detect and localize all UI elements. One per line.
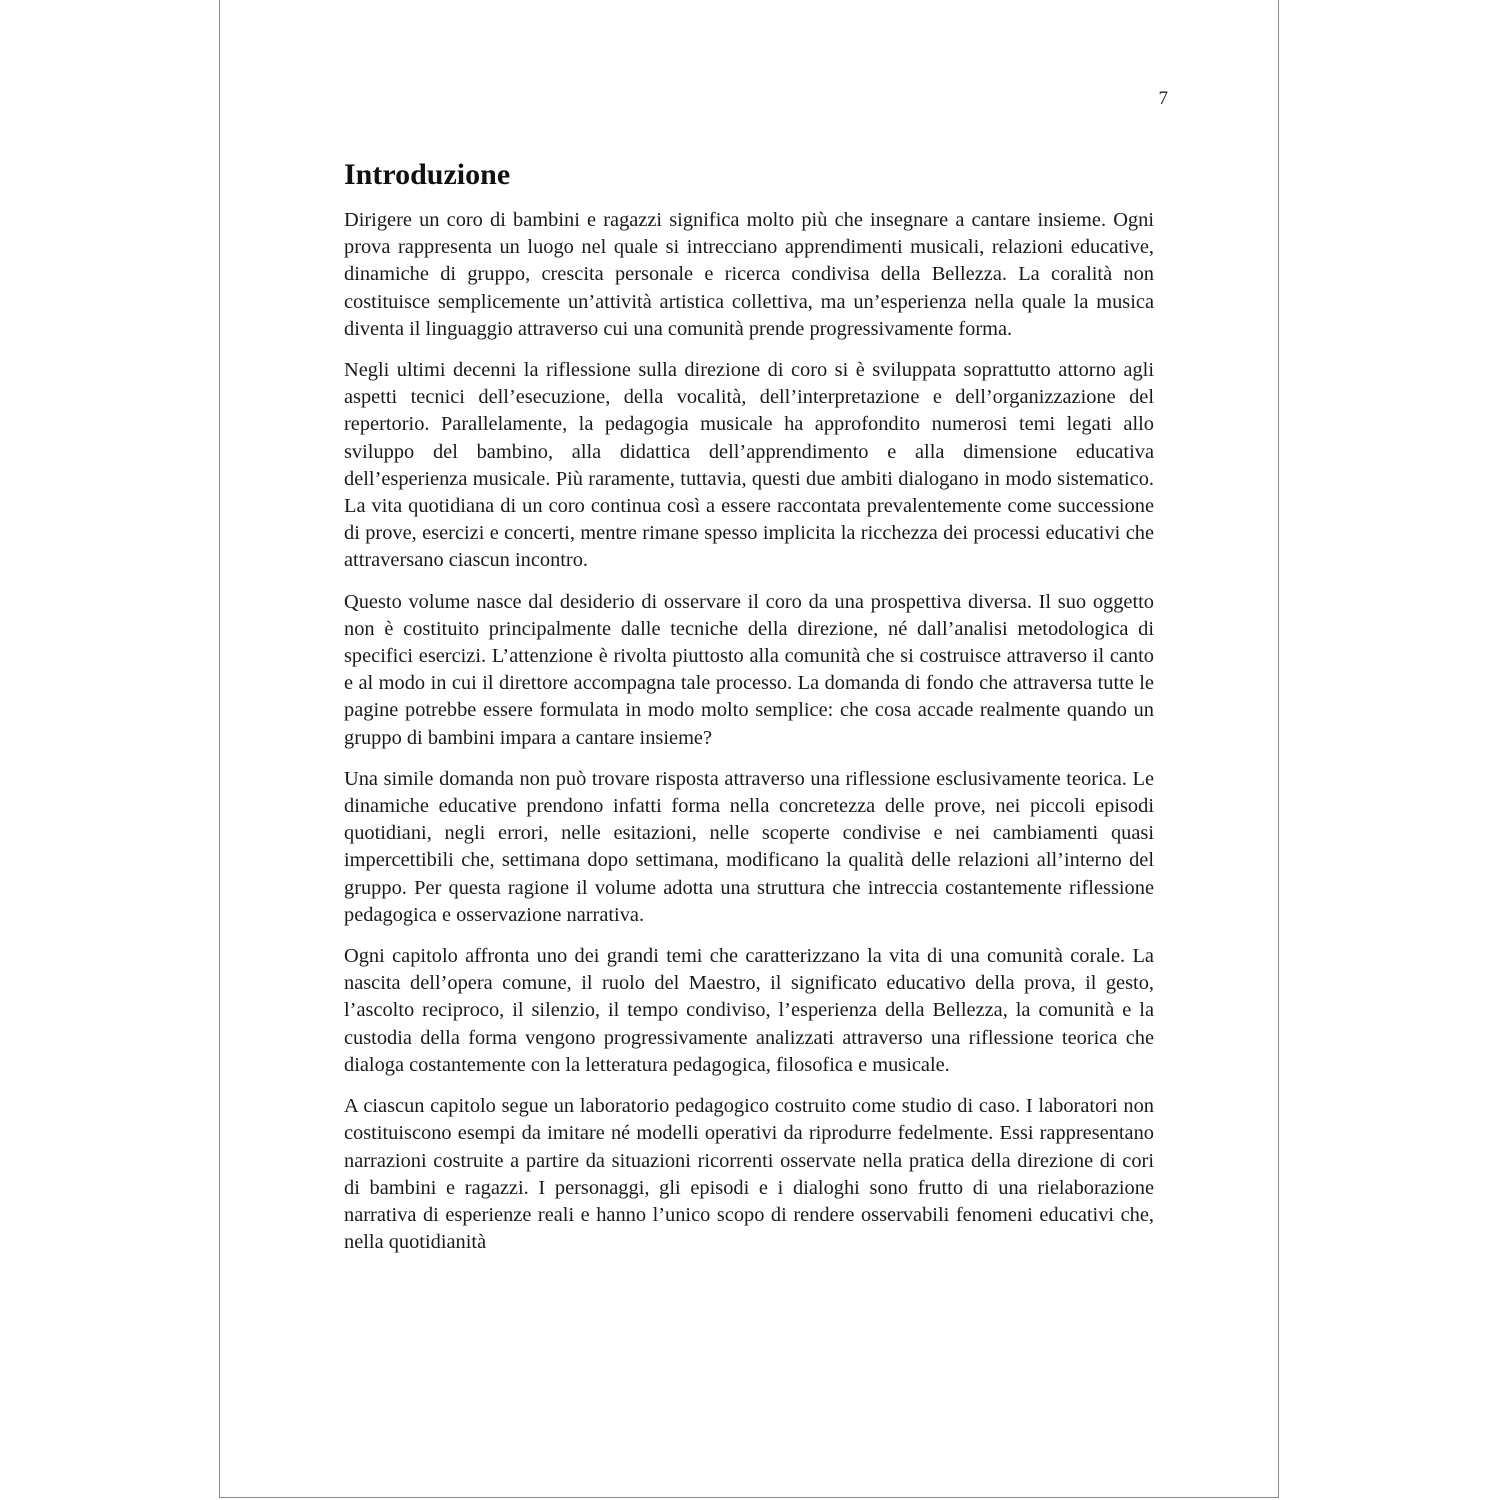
document-page — [219, 0, 1279, 1498]
paragraph-5: Ogni capitolo affronta uno dei grandi temi che caratterizzano la vita di una comunità corale. La nascita dell’opera comune, il ruolo del Maestro, il significato educativo della prova, il gesto, l’ascolto reciproco, il silenzio, il tempo condiviso, l’esperienza della Bellezza, la comunità e la custodia della forma vengono progressivamente analizzati attraverso una riflessione teorica che dialoga costantemente con la letteratura pedagogica, filosofica e musicale. — [344, 945, 1154, 1076]
page-number: 7 — [1158, 88, 1168, 109]
paragraph-6: A ciascun capitolo segue un laboratorio pedagogico costruito come studio di caso. I laboratori non costituiscono esempi da imitare né modelli operativi da riprodurre fedelmente. Essi rappresentano narrazioni costruite a partire da situazioni ricorrenti osservate nella pratica della direzione di cori di bambini e ragazzi. I personaggi, gli episodi e i dialoghi sono frutto di una rielaborazione narrativa di esperienze reali e hanno l’unico scopo di rendere osservabili fenomeni educativi che, nella quotidianità — [344, 1095, 1154, 1254]
paragraph-3: Questo volume nasce dal desiderio di osservare il coro da una prospettiva diversa. Il suo oggetto non è costituito principalmente dalle tecniche della direzione, né dall’analisi metodologica di specifici esercizi. L’attenzione è rivolta piuttosto alla comunità che si costruisce attraverso il canto e al modo in cui il direttore accompagna tale processo. La domanda di fondo che attraversa tutte le pagine potrebbe essere formulata in modo molto semplice: che cosa accade realmente quando un gruppo di bambini impara a cantare insieme? — [344, 590, 1154, 749]
page-content — [344, 155, 1154, 1270]
section-title: Introduzione — [344, 158, 511, 191]
paragraph-1: Dirigere un coro di bambini e ragazzi significa molto più che insegnare a cantare insieme. Ogni prova rappresenta un luogo nel quale si intrecciano apprendimenti musicali, relazioni educative, dinamiche di gruppo, crescita personale e ricerca condivisa della Bellezza. La coralità non costituisce semplicemente un’attività artistica collettiva, ma un’esperienza nella quale la musica diventa il linguaggio attraverso cui una comunità prende progressivamente forma. — [344, 209, 1154, 340]
paragraph-4: Una simile domanda non può trovare risposta attraverso una riflessione esclusivamente teorica. Le dinamiche educative prendono infatti forma nella concretezza delle prove, nei piccoli episodi quotidiani, negli errori, nelle esitazioni, nelle scoperte condivise e nei cambiamenti quasi impercettibili che, settimana dopo settimana, modificano la qualità delle relazioni all’interno del gruppo. Per questa ragione il volume adotta una struttura che intreccia costantemente riflessione pedagogica e osservazione narrativa. — [344, 767, 1154, 926]
paragraph-2: Negli ultimi decenni la riflessione sulla direzione di coro si è sviluppata soprattutto attorno agli aspetti tecnici dell’esecuzione, della vocalità, dell’interpretazione e dell’organizzazione del repertorio. Parallelamente, la pedagogia musicale ha approfondito numerosi temi legati allo sviluppo del bambino, alla didattica dell’apprendimento e alla dimensione educativa dell’esperienza musicale. Più raramente, tuttavia, questi due ambiti dialogano in modo sistematico. La vita quotidiana di un coro continua così a essere raccontata prevalentemente come successione di prove, esercizi e concerti, mentre rimane spesso implicita la ricchezza dei processi educativi che attraversano ciascun incontro. — [344, 359, 1154, 572]
